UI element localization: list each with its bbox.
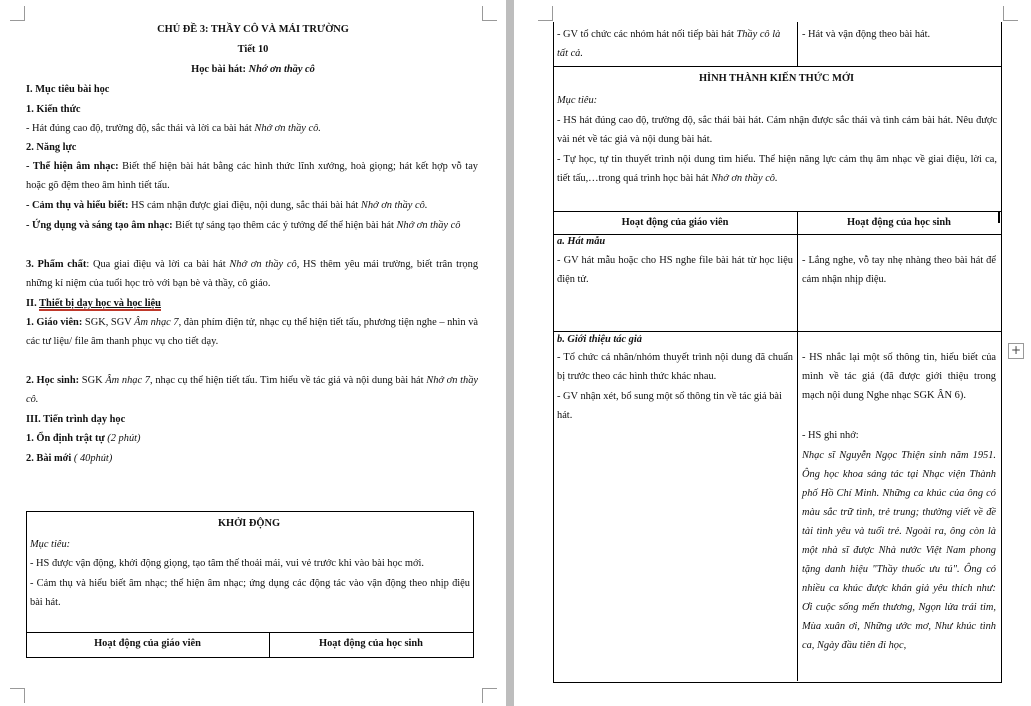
activity-b-label: b. Giới thiệu tác giả xyxy=(557,334,642,345)
knowledge-goal-2: - Tự học, tự tin thuyết trình nội dung tìm hiểu. Thể hiện năng lực cảm thụ âm nhạc về giai điệu, lời ca, tiết tấu,…trong quá trình học bài hát Nhớ ơn thầy cô. xyxy=(557,154,997,184)
col-header-teacher: Hoạt động của giáo viên xyxy=(94,638,201,649)
lesson-number: Tiết 10 xyxy=(237,44,269,55)
activity-a-teacher: - GV hát mẫu hoặc cho HS nghe file bài hát từ học liệu điện tử. xyxy=(557,255,793,285)
competence-perception: - Cảm thụ và hiểu biết: HS cảm nhận được giai điệu, nội dung, sắc thái bài hát Nhớ ơn thầy cô. xyxy=(26,200,428,211)
corner-mark xyxy=(10,688,25,703)
subsection-competence: 2. Năng lực xyxy=(26,142,77,153)
table-divider xyxy=(797,211,798,681)
col-header-teacher: Hoạt động của giáo viên xyxy=(621,217,729,228)
activity-a-label: a. Hát mẫu xyxy=(557,236,606,247)
document-page-2 xyxy=(514,0,1031,706)
corner-mark xyxy=(538,6,553,21)
document-page-1 xyxy=(0,0,506,706)
subsection-knowledge: 1. Kiến thức xyxy=(26,104,81,115)
student-materials: 2. Học sinh: SGK Âm nhạc 7, nhạc cụ thể hiện tiết tấu. Tìm hiểu về tác giả và nội dung bài hát Nhớ ơn thầy cô. xyxy=(26,375,479,405)
activity-b-teacher-1: - Tổ chức cá nhân/nhóm thuyết trình nội dung đã chuẩn bị trước theo các hình thức khác nhau. xyxy=(557,352,793,382)
continued-student-cell: - Hát và vận động theo bài hát. xyxy=(802,29,931,40)
section-objectives: I. Mục tiêu bài học xyxy=(26,84,110,95)
knowledge-title: HÌNH THÀNH KIẾN THỨC MỚI xyxy=(698,73,855,84)
add-row-button[interactable]: + xyxy=(1008,343,1024,359)
warmup-goal-1: - HS được vận động, khởi động giọng, tạo tâm thế thoải mái, vui vẻ trước khi vào bài học mới. xyxy=(30,558,424,569)
competence-performance: - Thể hiện âm nhạc: Biết thể hiện bài hát bằng các hình thức lĩnh xướng, hoà giọng; hát kết hợp vỗ tay hoặc gõ đệm theo âm hình tiết tấu. xyxy=(26,161,478,191)
table-divider xyxy=(797,22,798,67)
author-note: Nhạc sĩ Nguyễn Ngọc Thiện sinh năm 1951. Ông học khoa sáng tác tại Nhạc viện Thành phố Hồ Chí Minh. Những ca khúc của ông có màu sắc trữ tình, trẻ trung; thường viết về đề tài tình yêu và tuổi trẻ. Ngoài ra, ông còn là một nhà sĩ được Nhà nước Việt Nam phong tặng danh hiệu "Thầy thuốc ưu tú". Ông có nhiều ca khúc được khán giả yêu thích như: Ơi cuộc sống mến thương, Ngọn lửa trái tim, Mùa xuân ơi, Những ước mơ, Như khúc tình ca, Ngày đầu tiên đi học, xyxy=(802,450,996,651)
warmup-goal-label: Mục tiêu: xyxy=(30,539,71,550)
section-process: III. Tiến trình dạy học xyxy=(26,414,126,425)
table-divider xyxy=(553,234,1001,235)
warmup-title: KHỞI ĐỘNG xyxy=(217,518,281,529)
corner-mark xyxy=(482,688,497,703)
activity-b-student-2: - HS ghi nhớ: xyxy=(802,430,859,441)
song-heading: Học bài hát: Nhớ ơn thầy cô xyxy=(191,64,315,75)
competence-creativity: - Ứng dụng và sáng tạo âm nhạc: Biết tự sáng tạo thêm các ý tưởng để thể hiện bài hát Nhớ ơn thầy cô xyxy=(26,220,461,231)
col-header-student: Hoạt động của học sinh xyxy=(847,217,951,228)
corner-mark xyxy=(10,6,25,21)
activity-b-teacher-2: - GV nhận xét, bổ sung một số thông tin về tác giả bài hát. xyxy=(557,391,782,421)
section-equipment: II. Thiết bị dạy học và học liệu xyxy=(26,298,161,309)
continued-teacher-cell: - GV tổ chức các nhóm hát nối tiếp bài hát Thầy cô là tất cả. xyxy=(557,29,781,59)
topic-title: CHỦ ĐỀ 3: THẦY CÔ VÀ MÁI TRƯỜNG xyxy=(157,24,349,35)
corner-mark xyxy=(482,6,497,21)
col-header-student: Hoạt động của học sinh xyxy=(319,638,423,649)
quality-text: 3. Phẩm chất: Qua giai điệu và lời ca bài hát Nhớ ơn thầy cô, HS thêm yêu mái trường, biết trân trọng những kỉ niệm của tuổi học trò với bạn bè và thầy, cô giáo. xyxy=(26,259,479,289)
activity-a-student: - Lắng nghe, vỗ tay nhẹ nhàng theo bài hát để cảm nhận nhịp điệu. xyxy=(802,255,996,285)
knowledge-goal-label: Mục tiêu: xyxy=(557,95,598,106)
step-new-lesson: 2. Bài mới ( 40phút) xyxy=(26,453,113,464)
teacher-materials: 1. Giáo viên: SGK, SGV Âm nhạc 7, đàn phím điện tử, nhạc cụ thể hiện tiết tấu, phương tiện nghe – nhìn và các tư liệu/ file âm thanh phục vụ cho tiết dạy. xyxy=(26,317,479,347)
warmup-goal-2: - Cảm thụ và hiểu biết âm nhạc; thể hiện âm nhạc; ứng dụng các động tác vào vận động theo nhịp điệu bài hát. xyxy=(30,578,470,608)
page-gutter xyxy=(506,0,514,706)
activity-b-student-1: - HS nhắc lại một số thông tin, hiểu biết của mình về tác giả (đã được giới thiệu trong mạch nội dung Nghe nhạc SGK ÂN 6). xyxy=(802,352,996,401)
corner-mark xyxy=(1003,6,1018,21)
table-divider xyxy=(553,211,1001,212)
knowledge-goal-1: - HS hát đúng cao độ, trường độ, sắc thái bài hát. Cảm nhận được sắc thái và tình cảm bài hát. Nêu được vài nét về tác giả và nội dung bài hát. xyxy=(557,115,997,145)
table-divider xyxy=(26,632,474,633)
knowledge-text: - Hát đúng cao độ, trường độ, sắc thái và lời ca bài hát Nhớ ơn thầy cô. xyxy=(26,123,321,134)
step-order: 1. Ổn định trật tự (2 phút) xyxy=(26,433,141,444)
